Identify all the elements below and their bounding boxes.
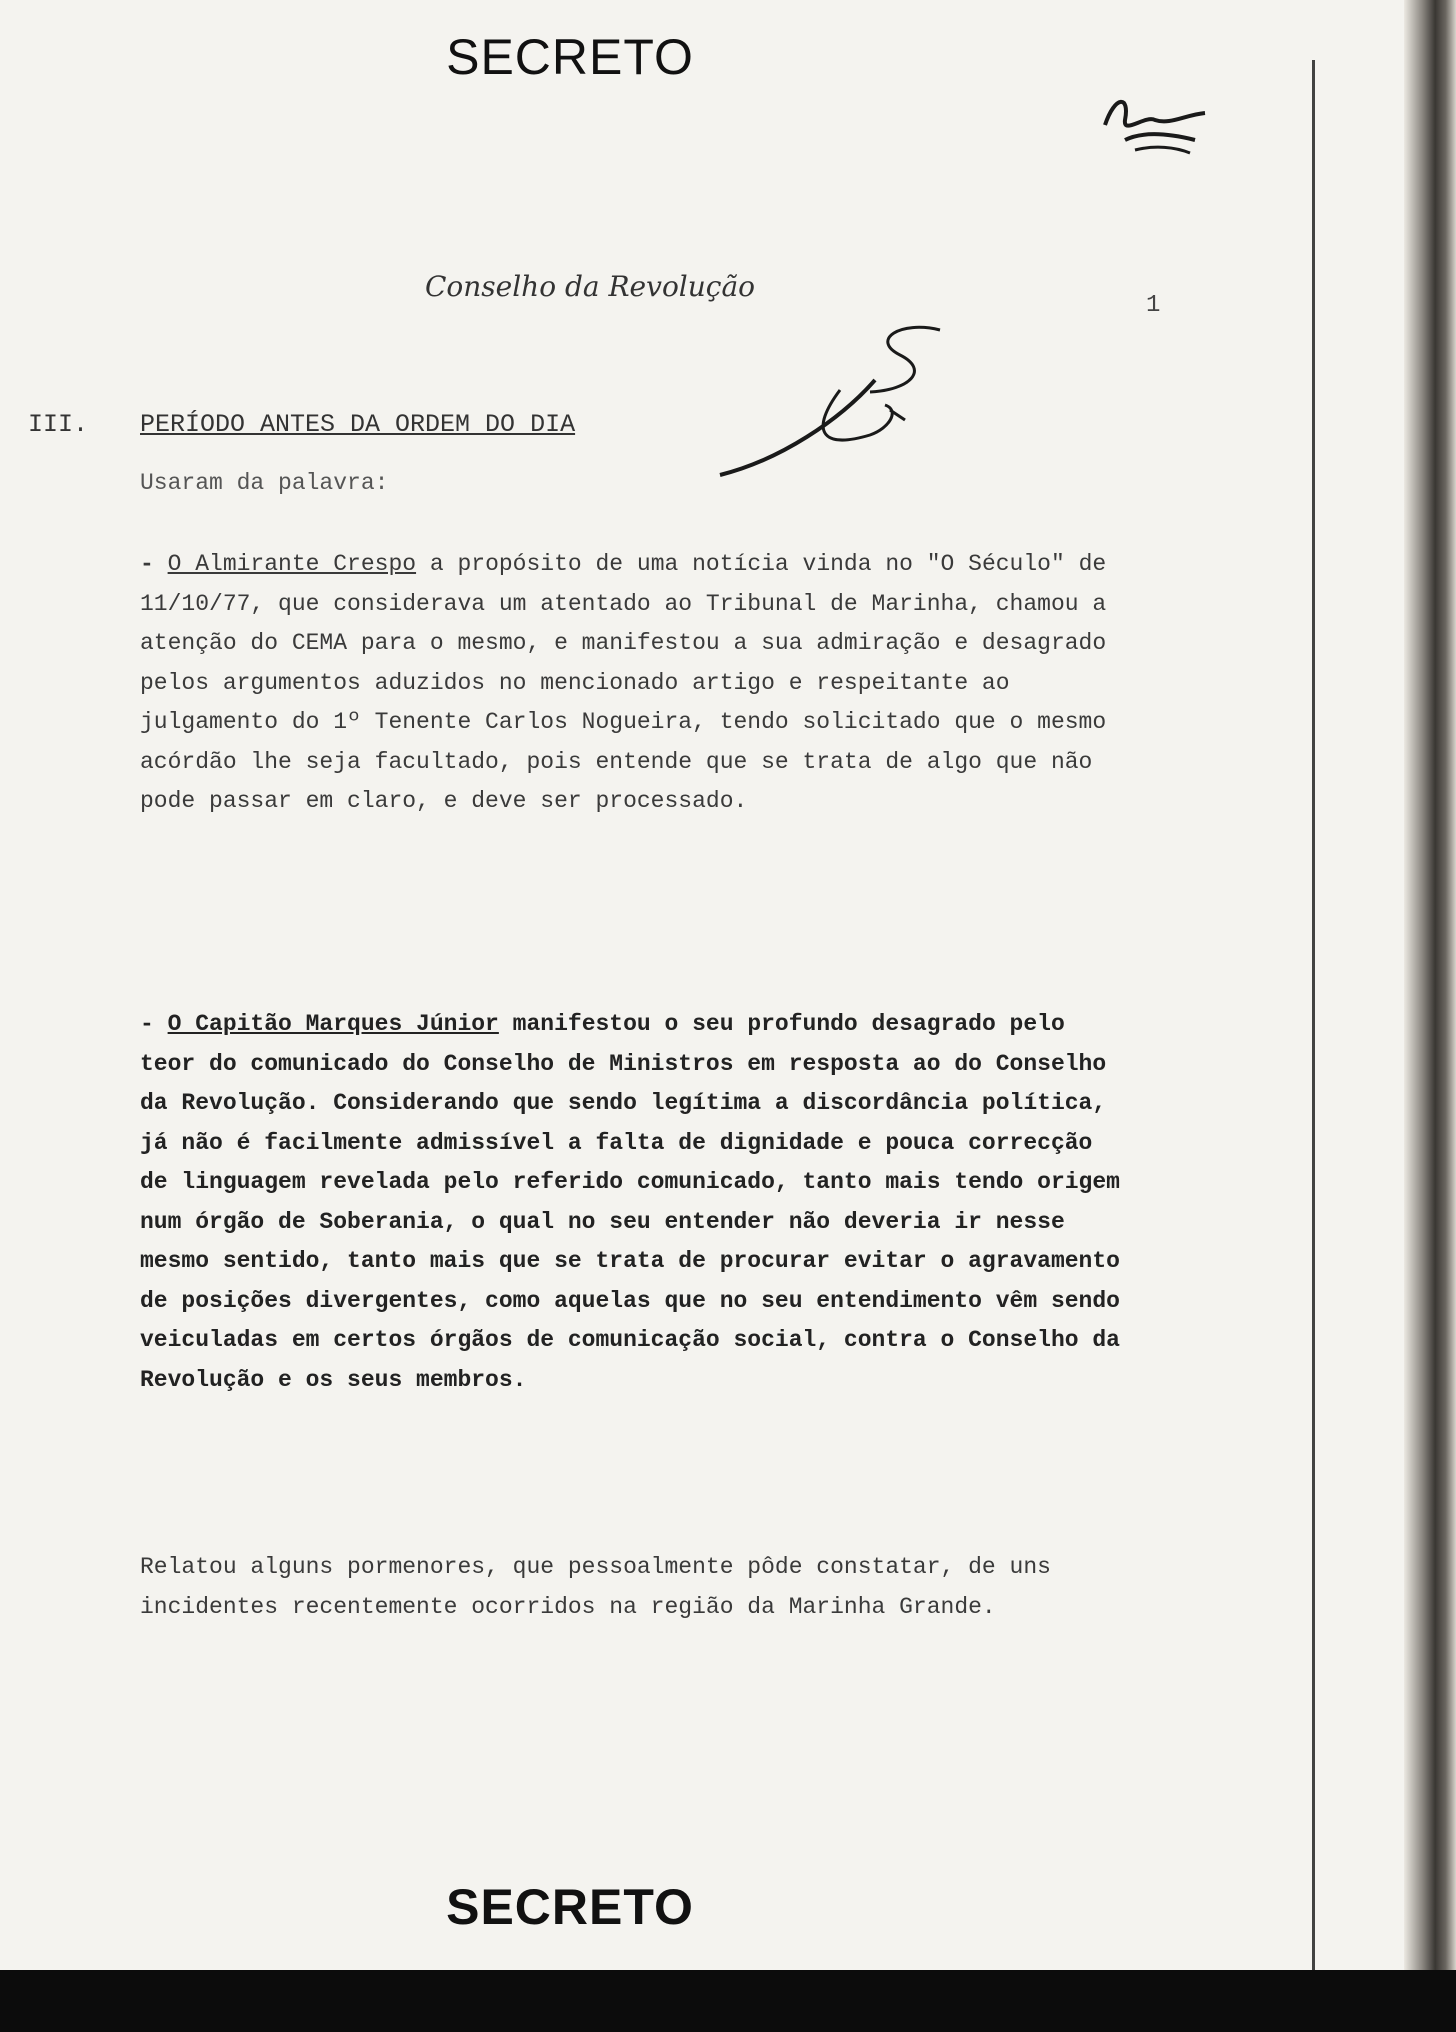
paragraph-2 [140,1005,1134,1400]
speaker-name: O Capitão Marques Júnior [167,1011,499,1037]
speakers-label: Usaram da palavra: [140,470,389,496]
paragraph-3 [140,1548,1120,1627]
binding-edge [1404,0,1456,2032]
classification-stamp-top: SECRETO [446,29,694,85]
paragraph-text: Relatou alguns pormenores, que pessoalmente pôde constatar, de uns incidentes recentemente ocorridos na região da Marinha Grande. [140,1554,1065,1620]
scan-bottom-band [0,1970,1456,2032]
paragraph-text: manifestou o seu profundo desagrado pelo teor do comunicado do Conselho de Ministros em resposta ao do Conselho da Revolução. Considerando que sendo legítima a discordância política, já não é facilmente admissível a falta de dignidade e pouca correcção de linguagem revelada pelo referido comunicado, tanto mais tendo origem num órgão de Soberania, o qual no seu entender não deveria ir nesse mesmo sentido, tanto mais que se trata de procurar evitar o agravamento de posições divergentes, como aquelas que no seu entendimento vêm sendo veiculadas em certos órgãos de comunicação social, contra o Conselho da Revolução e os seus membros. [140,1011,1134,1393]
handwritten-initials [1085,85,1225,165]
section-heading [28,410,575,439]
paragraph-bullet: - [140,551,168,577]
classification-stamp-bottom: SECRETO [446,1879,694,1935]
section-title: PERÍODO ANTES DA ORDEM DO DIA [140,410,576,439]
page-edge-line [1312,60,1315,2010]
council-header: Conselho da Revolução [424,270,756,303]
handwritten-annotation [700,310,960,490]
speaker-name: O Almirante Crespo [167,551,417,577]
section-number: III. [28,410,89,439]
paragraph-bullet: - [140,1011,168,1037]
page-marker: 1 [1146,292,1161,319]
paragraph-1 [140,545,1120,822]
paragraph-text: a propósito de uma notícia vinda no "O Século" de 11/10/77, que considerava um atentado ao Tribunal de Marinha, chamou a atenção do CEMA para o mesmo, e manifestou a sua admiração e desagrado pelos argumentos aduzidos no mencionado artigo e respeitante ao julgamento do 1º Tenente Carlos Nogueira, tendo solicitado que o mesmo acórdão lhe seja facultado, pois entende que se trata de algo que não pode passar em claro, e deve ser processado. [140,551,1120,814]
